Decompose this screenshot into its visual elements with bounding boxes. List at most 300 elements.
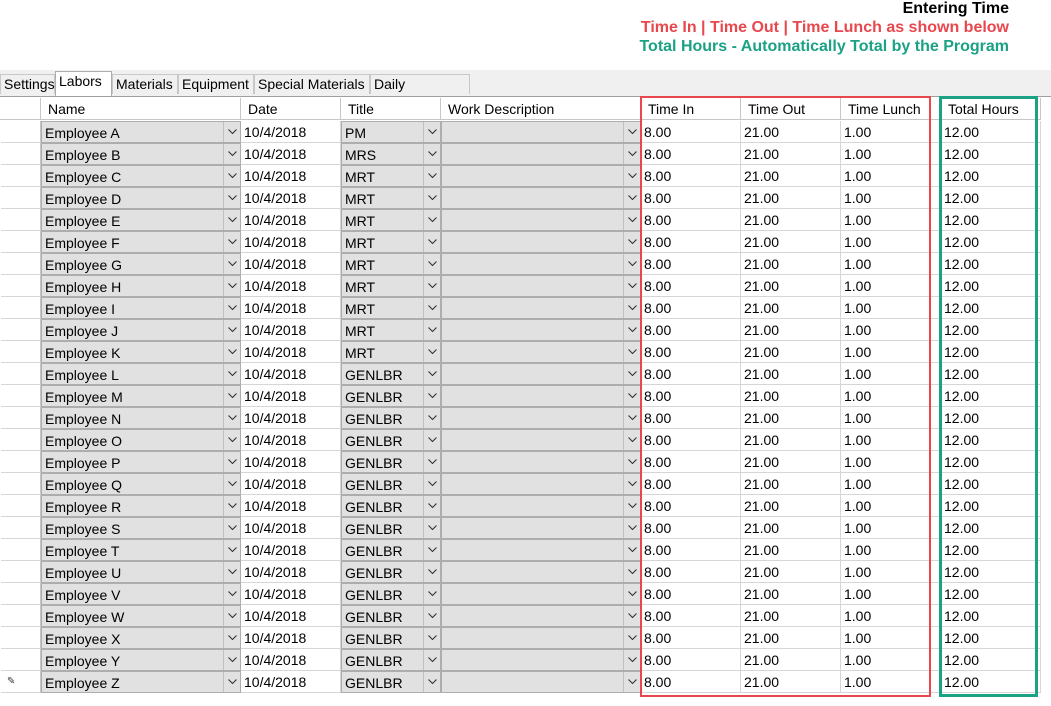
chevron-down-icon[interactable] <box>423 474 440 494</box>
name-cell[interactable] <box>41 429 241 451</box>
chevron-down-icon[interactable] <box>623 584 640 604</box>
chevron-down-icon[interactable] <box>223 254 240 274</box>
chevron-down-icon[interactable] <box>223 650 240 670</box>
work-description-cell[interactable] <box>441 363 641 385</box>
title-cell[interactable] <box>341 671 441 693</box>
name-cell[interactable] <box>41 165 241 187</box>
total-hours-cell[interactable]: 12.00 <box>941 451 1041 473</box>
chevron-down-icon[interactable] <box>423 672 440 692</box>
chevron-down-icon[interactable] <box>423 276 440 296</box>
time-out-cell[interactable]: 21.00 <box>741 605 841 627</box>
time-out-cell[interactable]: 21.00 <box>741 319 841 341</box>
name-cell[interactable] <box>41 451 241 473</box>
total-hours-cell[interactable]: 12.00 <box>941 407 1041 429</box>
date-cell[interactable]: 10/4/2018 <box>241 187 341 209</box>
date-cell[interactable]: 10/4/2018 <box>241 517 341 539</box>
column-header-name[interactable]: Name <box>41 98 241 120</box>
chevron-down-icon[interactable] <box>223 342 240 362</box>
chevron-down-icon[interactable] <box>423 386 440 406</box>
name-cell[interactable] <box>41 649 241 671</box>
work-description-cell[interactable] <box>441 649 641 671</box>
chevron-down-icon[interactable] <box>423 540 440 560</box>
time-out-cell[interactable]: 21.00 <box>741 341 841 363</box>
total-hours-cell[interactable]: 12.00 <box>941 561 1041 583</box>
name-cell[interactable] <box>41 385 241 407</box>
chevron-down-icon[interactable] <box>623 122 640 142</box>
time-lunch-cell[interactable]: 1.00 <box>841 143 941 165</box>
time-lunch-cell[interactable]: 1.00 <box>841 319 941 341</box>
chevron-down-icon[interactable] <box>623 210 640 230</box>
time-in-cell[interactable]: 8.00 <box>641 539 741 561</box>
row-header[interactable] <box>1 165 41 187</box>
title-cell[interactable] <box>341 539 441 561</box>
row-header[interactable] <box>1 583 41 605</box>
time-lunch-cell[interactable]: 1.00 <box>841 429 941 451</box>
chevron-down-icon[interactable] <box>623 144 640 164</box>
time-out-cell[interactable]: 21.00 <box>741 275 841 297</box>
name-cell[interactable] <box>41 363 241 385</box>
work-description-cell[interactable] <box>441 275 641 297</box>
chevron-down-icon[interactable] <box>423 210 440 230</box>
row-header[interactable] <box>1 319 41 341</box>
chevron-down-icon[interactable] <box>223 606 240 626</box>
chevron-down-icon[interactable] <box>623 474 640 494</box>
total-hours-cell[interactable]: 12.00 <box>941 473 1041 495</box>
time-in-cell[interactable]: 8.00 <box>641 385 741 407</box>
row-header[interactable] <box>1 605 41 627</box>
total-hours-cell[interactable]: 12.00 <box>941 121 1041 143</box>
time-lunch-cell[interactable]: 1.00 <box>841 561 941 583</box>
chevron-down-icon[interactable] <box>623 320 640 340</box>
name-cell[interactable] <box>41 605 241 627</box>
time-out-cell[interactable]: 21.00 <box>741 407 841 429</box>
row-header[interactable] <box>1 627 41 649</box>
row-header[interactable] <box>1 363 41 385</box>
time-out-cell[interactable]: 21.00 <box>741 583 841 605</box>
title-cell[interactable] <box>341 583 441 605</box>
time-lunch-cell[interactable]: 1.00 <box>841 121 941 143</box>
time-lunch-cell[interactable]: 1.00 <box>841 649 941 671</box>
title-cell[interactable] <box>341 143 441 165</box>
date-cell[interactable]: 10/4/2018 <box>241 561 341 583</box>
time-lunch-cell[interactable]: 1.00 <box>841 165 941 187</box>
name-cell[interactable] <box>41 539 241 561</box>
work-description-cell[interactable] <box>441 143 641 165</box>
chevron-down-icon[interactable] <box>223 276 240 296</box>
total-hours-cell[interactable]: 12.00 <box>941 143 1041 165</box>
time-in-cell[interactable]: 8.00 <box>641 671 741 693</box>
row-header[interactable] <box>1 495 41 517</box>
row-header[interactable] <box>1 121 41 143</box>
column-header-work-description[interactable]: Work Description <box>441 98 641 120</box>
date-cell[interactable]: 10/4/2018 <box>241 495 341 517</box>
time-out-cell[interactable]: 21.00 <box>741 561 841 583</box>
title-cell[interactable] <box>341 473 441 495</box>
chevron-down-icon[interactable] <box>423 188 440 208</box>
title-cell[interactable] <box>341 165 441 187</box>
chevron-down-icon[interactable] <box>423 298 440 318</box>
chevron-down-icon[interactable] <box>623 650 640 670</box>
time-lunch-cell[interactable]: 1.00 <box>841 341 941 363</box>
total-hours-cell[interactable]: 12.00 <box>941 363 1041 385</box>
name-cell[interactable] <box>41 275 241 297</box>
work-description-cell[interactable] <box>441 627 641 649</box>
chevron-down-icon[interactable] <box>423 364 440 384</box>
chevron-down-icon[interactable] <box>423 650 440 670</box>
time-in-cell[interactable]: 8.00 <box>641 517 741 539</box>
total-hours-cell[interactable]: 12.00 <box>941 517 1041 539</box>
chevron-down-icon[interactable] <box>623 452 640 472</box>
name-cell[interactable] <box>41 627 241 649</box>
total-hours-cell[interactable]: 12.00 <box>941 495 1041 517</box>
chevron-down-icon[interactable] <box>623 298 640 318</box>
total-hours-cell[interactable]: 12.00 <box>941 297 1041 319</box>
time-in-cell[interactable]: 8.00 <box>641 451 741 473</box>
chevron-down-icon[interactable] <box>623 672 640 692</box>
title-cell[interactable] <box>341 561 441 583</box>
total-hours-cell[interactable]: 12.00 <box>941 671 1041 693</box>
work-description-cell[interactable] <box>441 583 641 605</box>
time-in-cell[interactable]: 8.00 <box>641 121 741 143</box>
title-cell[interactable] <box>341 187 441 209</box>
work-description-cell[interactable] <box>441 341 641 363</box>
chevron-down-icon[interactable] <box>223 540 240 560</box>
date-cell[interactable]: 10/4/2018 <box>241 297 341 319</box>
chevron-down-icon[interactable] <box>423 254 440 274</box>
time-out-cell[interactable]: 21.00 <box>741 165 841 187</box>
row-header[interactable] <box>1 407 41 429</box>
column-header-total-hours[interactable]: Total Hours <box>941 98 1041 120</box>
chevron-down-icon[interactable] <box>623 540 640 560</box>
title-cell[interactable] <box>341 275 441 297</box>
title-cell[interactable] <box>341 231 441 253</box>
time-in-cell[interactable]: 8.00 <box>641 253 741 275</box>
chevron-down-icon[interactable] <box>423 232 440 252</box>
date-cell[interactable]: 10/4/2018 <box>241 275 341 297</box>
chevron-down-icon[interactable] <box>423 452 440 472</box>
chevron-down-icon[interactable] <box>623 254 640 274</box>
time-lunch-cell[interactable]: 1.00 <box>841 253 941 275</box>
name-cell[interactable] <box>41 121 241 143</box>
time-lunch-cell[interactable]: 1.00 <box>841 539 941 561</box>
time-lunch-cell[interactable]: 1.00 <box>841 407 941 429</box>
chevron-down-icon[interactable] <box>423 166 440 186</box>
work-description-cell[interactable] <box>441 385 641 407</box>
time-lunch-cell[interactable]: 1.00 <box>841 231 941 253</box>
date-cell[interactable]: 10/4/2018 <box>241 627 341 649</box>
chevron-down-icon[interactable] <box>223 518 240 538</box>
time-in-cell[interactable]: 8.00 <box>641 231 741 253</box>
chevron-down-icon[interactable] <box>423 342 440 362</box>
time-out-cell[interactable]: 21.00 <box>741 231 841 253</box>
time-in-cell[interactable]: 8.00 <box>641 187 741 209</box>
chevron-down-icon[interactable] <box>623 232 640 252</box>
chevron-down-icon[interactable] <box>423 628 440 648</box>
date-cell[interactable]: 10/4/2018 <box>241 605 341 627</box>
chevron-down-icon[interactable] <box>623 188 640 208</box>
chevron-down-icon[interactable] <box>623 606 640 626</box>
work-description-cell[interactable] <box>441 605 641 627</box>
chevron-down-icon[interactable] <box>423 518 440 538</box>
total-hours-cell[interactable]: 12.00 <box>941 385 1041 407</box>
chevron-down-icon[interactable] <box>423 430 440 450</box>
row-header[interactable] <box>1 473 41 495</box>
chevron-down-icon[interactable] <box>223 210 240 230</box>
total-hours-cell[interactable]: 12.00 <box>941 187 1041 209</box>
time-out-cell[interactable]: 21.00 <box>741 517 841 539</box>
date-cell[interactable]: 10/4/2018 <box>241 319 341 341</box>
chevron-down-icon[interactable] <box>223 364 240 384</box>
chevron-down-icon[interactable] <box>223 496 240 516</box>
total-hours-cell[interactable]: 12.00 <box>941 165 1041 187</box>
chevron-down-icon[interactable] <box>423 562 440 582</box>
row-header[interactable] <box>1 209 41 231</box>
title-cell[interactable] <box>341 495 441 517</box>
row-header[interactable] <box>1 231 41 253</box>
chevron-down-icon[interactable] <box>223 672 240 692</box>
name-cell[interactable] <box>41 495 241 517</box>
time-in-cell[interactable]: 8.00 <box>641 495 741 517</box>
row-header[interactable] <box>1 253 41 275</box>
column-header-time-in[interactable]: Time In <box>641 98 741 120</box>
work-description-cell[interactable] <box>441 121 641 143</box>
name-cell[interactable] <box>41 187 241 209</box>
time-out-cell[interactable]: 21.00 <box>741 627 841 649</box>
row-header[interactable] <box>1 671 41 693</box>
row-header[interactable] <box>1 429 41 451</box>
date-cell[interactable]: 10/4/2018 <box>241 231 341 253</box>
time-lunch-cell[interactable]: 1.00 <box>841 583 941 605</box>
chevron-down-icon[interactable] <box>423 122 440 142</box>
name-cell[interactable] <box>41 583 241 605</box>
time-lunch-cell[interactable]: 1.00 <box>841 209 941 231</box>
date-cell[interactable]: 10/4/2018 <box>241 143 341 165</box>
title-cell[interactable] <box>341 363 441 385</box>
name-cell[interactable] <box>41 407 241 429</box>
work-description-cell[interactable] <box>441 539 641 561</box>
date-cell[interactable]: 10/4/2018 <box>241 363 341 385</box>
time-in-cell[interactable]: 8.00 <box>641 341 741 363</box>
title-cell[interactable] <box>341 297 441 319</box>
time-out-cell[interactable]: 21.00 <box>741 253 841 275</box>
title-cell[interactable] <box>341 649 441 671</box>
name-cell[interactable] <box>41 561 241 583</box>
time-lunch-cell[interactable]: 1.00 <box>841 517 941 539</box>
title-cell[interactable] <box>341 121 441 143</box>
chevron-down-icon[interactable] <box>623 342 640 362</box>
chevron-down-icon[interactable] <box>223 122 240 142</box>
title-cell[interactable] <box>341 253 441 275</box>
date-cell[interactable]: 10/4/2018 <box>241 671 341 693</box>
date-cell[interactable]: 10/4/2018 <box>241 649 341 671</box>
total-hours-cell[interactable]: 12.00 <box>941 341 1041 363</box>
date-cell[interactable]: 10/4/2018 <box>241 451 341 473</box>
title-cell[interactable] <box>341 209 441 231</box>
time-lunch-cell[interactable]: 1.00 <box>841 671 941 693</box>
date-cell[interactable]: 10/4/2018 <box>241 473 341 495</box>
chevron-down-icon[interactable] <box>623 496 640 516</box>
total-hours-cell[interactable]: 12.00 <box>941 209 1041 231</box>
date-cell[interactable]: 10/4/2018 <box>241 429 341 451</box>
time-in-cell[interactable]: 8.00 <box>641 363 741 385</box>
name-cell[interactable] <box>41 671 241 693</box>
time-out-cell[interactable]: 21.00 <box>741 495 841 517</box>
chevron-down-icon[interactable] <box>623 276 640 296</box>
total-hours-cell[interactable]: 12.00 <box>941 649 1041 671</box>
total-hours-cell[interactable]: 12.00 <box>941 583 1041 605</box>
chevron-down-icon[interactable] <box>623 408 640 428</box>
time-in-cell[interactable]: 8.00 <box>641 561 741 583</box>
chevron-down-icon[interactable] <box>623 364 640 384</box>
date-cell[interactable]: 10/4/2018 <box>241 407 341 429</box>
date-cell[interactable]: 10/4/2018 <box>241 253 341 275</box>
date-cell[interactable]: 10/4/2018 <box>241 341 341 363</box>
work-description-cell[interactable] <box>441 561 641 583</box>
chevron-down-icon[interactable] <box>423 496 440 516</box>
time-in-cell[interactable]: 8.00 <box>641 407 741 429</box>
row-header[interactable] <box>1 143 41 165</box>
chevron-down-icon[interactable] <box>223 584 240 604</box>
time-out-cell[interactable]: 21.00 <box>741 473 841 495</box>
work-description-cell[interactable] <box>441 451 641 473</box>
title-cell[interactable] <box>341 605 441 627</box>
chevron-down-icon[interactable] <box>223 452 240 472</box>
time-out-cell[interactable]: 21.00 <box>741 671 841 693</box>
date-cell[interactable]: 10/4/2018 <box>241 209 341 231</box>
date-cell[interactable]: 10/4/2018 <box>241 121 341 143</box>
name-cell[interactable] <box>41 517 241 539</box>
chevron-down-icon[interactable] <box>223 144 240 164</box>
total-hours-cell[interactable]: 12.00 <box>941 319 1041 341</box>
date-cell[interactable]: 10/4/2018 <box>241 583 341 605</box>
time-out-cell[interactable]: 21.00 <box>741 121 841 143</box>
work-description-cell[interactable] <box>441 407 641 429</box>
time-lunch-cell[interactable]: 1.00 <box>841 627 941 649</box>
time-lunch-cell[interactable]: 1.00 <box>841 495 941 517</box>
time-out-cell[interactable]: 21.00 <box>741 209 841 231</box>
work-description-cell[interactable] <box>441 209 641 231</box>
row-header[interactable] <box>1 517 41 539</box>
row-header[interactable] <box>1 649 41 671</box>
chevron-down-icon[interactable] <box>223 386 240 406</box>
time-in-cell[interactable]: 8.00 <box>641 583 741 605</box>
chevron-down-icon[interactable] <box>223 430 240 450</box>
name-cell[interactable] <box>41 231 241 253</box>
total-hours-cell[interactable]: 12.00 <box>941 253 1041 275</box>
time-in-cell[interactable]: 8.00 <box>641 429 741 451</box>
chevron-down-icon[interactable] <box>223 628 240 648</box>
column-header-title[interactable]: Title <box>341 98 441 120</box>
time-lunch-cell[interactable]: 1.00 <box>841 275 941 297</box>
chevron-down-icon[interactable] <box>623 518 640 538</box>
chevron-down-icon[interactable] <box>223 166 240 186</box>
title-cell[interactable] <box>341 451 441 473</box>
title-cell[interactable] <box>341 627 441 649</box>
time-lunch-cell[interactable]: 1.00 <box>841 363 941 385</box>
time-out-cell[interactable]: 21.00 <box>741 451 841 473</box>
time-lunch-cell[interactable]: 1.00 <box>841 187 941 209</box>
time-lunch-cell[interactable]: 1.00 <box>841 385 941 407</box>
time-lunch-cell[interactable]: 1.00 <box>841 473 941 495</box>
total-hours-cell[interactable]: 12.00 <box>941 275 1041 297</box>
chevron-down-icon[interactable] <box>423 408 440 428</box>
work-description-cell[interactable] <box>441 253 641 275</box>
tab-daily-summary[interactable]: Daily <box>370 74 470 94</box>
time-lunch-cell[interactable]: 1.00 <box>841 297 941 319</box>
chevron-down-icon[interactable] <box>223 562 240 582</box>
name-cell[interactable] <box>41 253 241 275</box>
row-header[interactable] <box>1 275 41 297</box>
title-cell[interactable] <box>341 407 441 429</box>
time-out-cell[interactable]: 21.00 <box>741 187 841 209</box>
row-header[interactable] <box>1 187 41 209</box>
row-header[interactable] <box>1 539 41 561</box>
tab-equipment[interactable]: Equipment <box>178 74 254 94</box>
row-header[interactable] <box>1 451 41 473</box>
title-cell[interactable] <box>341 385 441 407</box>
work-description-cell[interactable] <box>441 231 641 253</box>
total-hours-cell[interactable]: 12.00 <box>941 539 1041 561</box>
date-cell[interactable]: 10/4/2018 <box>241 539 341 561</box>
title-cell[interactable] <box>341 429 441 451</box>
time-in-cell[interactable]: 8.00 <box>641 605 741 627</box>
name-cell[interactable] <box>41 319 241 341</box>
time-in-cell[interactable]: 8.00 <box>641 319 741 341</box>
chevron-down-icon[interactable] <box>423 320 440 340</box>
column-header-time-out[interactable]: Time Out <box>741 98 841 120</box>
chevron-down-icon[interactable] <box>623 386 640 406</box>
work-description-cell[interactable] <box>441 473 641 495</box>
title-cell[interactable] <box>341 517 441 539</box>
chevron-down-icon[interactable] <box>223 320 240 340</box>
chevron-down-icon[interactable] <box>623 628 640 648</box>
time-in-cell[interactable]: 8.00 <box>641 473 741 495</box>
time-lunch-cell[interactable]: 1.00 <box>841 605 941 627</box>
chevron-down-icon[interactable] <box>623 166 640 186</box>
time-out-cell[interactable]: 21.00 <box>741 385 841 407</box>
chevron-down-icon[interactable] <box>423 606 440 626</box>
row-header[interactable] <box>1 385 41 407</box>
chevron-down-icon[interactable] <box>423 584 440 604</box>
name-cell[interactable] <box>41 297 241 319</box>
name-cell[interactable] <box>41 143 241 165</box>
row-header[interactable] <box>1 561 41 583</box>
time-in-cell[interactable]: 8.00 <box>641 297 741 319</box>
work-description-cell[interactable] <box>441 429 641 451</box>
time-in-cell[interactable]: 8.00 <box>641 627 741 649</box>
total-hours-cell[interactable]: 12.00 <box>941 429 1041 451</box>
row-header[interactable] <box>1 297 41 319</box>
total-hours-cell[interactable]: 12.00 <box>941 605 1041 627</box>
chevron-down-icon[interactable] <box>223 188 240 208</box>
tab-settings[interactable]: Settings <box>0 74 55 94</box>
total-hours-cell[interactable]: 12.00 <box>941 627 1041 649</box>
column-header-time-lunch[interactable]: Time Lunch <box>841 98 941 120</box>
tab-materials[interactable]: Materials <box>112 74 178 94</box>
time-in-cell[interactable]: 8.00 <box>641 165 741 187</box>
name-cell[interactable] <box>41 473 241 495</box>
tab-labors[interactable]: Labors <box>55 71 112 96</box>
time-lunch-cell[interactable]: 1.00 <box>841 451 941 473</box>
time-out-cell[interactable]: 21.00 <box>741 539 841 561</box>
column-header-date[interactable]: Date <box>241 98 341 120</box>
time-out-cell[interactable]: 21.00 <box>741 297 841 319</box>
chevron-down-icon[interactable] <box>223 408 240 428</box>
time-in-cell[interactable]: 8.00 <box>641 143 741 165</box>
time-in-cell[interactable]: 8.00 <box>641 649 741 671</box>
chevron-down-icon[interactable] <box>223 298 240 318</box>
chevron-down-icon[interactable] <box>223 474 240 494</box>
